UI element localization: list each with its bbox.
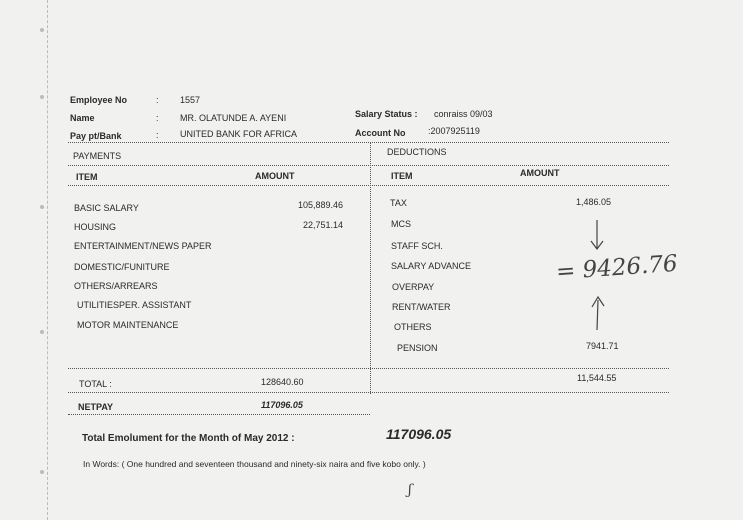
salary-status-label: Salary Status : xyxy=(355,109,418,119)
rule-header xyxy=(68,185,669,186)
employee-no-colon: : xyxy=(156,95,159,105)
rule-top xyxy=(68,142,669,143)
deductions-section-title: DEDUCTIONS xyxy=(387,147,447,157)
payments-section-title: PAYMENTS xyxy=(73,151,122,161)
rule-netpay-bottom xyxy=(68,414,370,415)
salary-status-value: conraiss 09/03 xyxy=(434,109,493,119)
account-value: :2007925119 xyxy=(428,126,480,136)
payments-amount-header: AMOUNT xyxy=(255,171,295,181)
name-value: MR. OLATUNDE A. AYENI xyxy=(180,113,287,123)
payment-item-entertainment: ENTERTAINMENT/NEWS PAPER xyxy=(74,241,212,251)
deduction-item-pension: PENSION xyxy=(397,343,438,353)
payment-item-basic-salary: BASIC SALARY xyxy=(74,203,139,213)
deduction-item-mcs: MCS xyxy=(391,219,411,229)
pen-mark: ʃ xyxy=(408,482,412,498)
deduction-item-salary-advance: SALARY ADVANCE xyxy=(391,261,472,271)
account-label: Account No xyxy=(355,128,406,138)
payments-item-header: ITEM xyxy=(76,172,98,182)
bank-colon: : xyxy=(156,130,159,140)
deduction-item-overpay: OVERPAY xyxy=(392,282,435,292)
name-colon: : xyxy=(156,113,159,123)
payment-amount-housing: 22,751.14 xyxy=(303,220,344,230)
payment-item-utilities: UTILITIESPER. ASSISTANT xyxy=(77,300,192,310)
employee-no-label: Employee No xyxy=(70,95,128,105)
rule-section xyxy=(68,165,669,166)
deduction-item-rent-water: RENT/WATER xyxy=(392,302,451,312)
down-arrow-icon xyxy=(591,220,603,249)
deduction-amount-tax: 1,486.05 xyxy=(576,197,612,207)
amount-in-words: In Words: ( One hundred and seventeen thousand and ninety-six naira and five kobo only. ) xyxy=(83,459,426,469)
employee-no-value: 1557 xyxy=(180,95,201,105)
deductions-item-header: ITEM xyxy=(391,171,413,181)
netpay-label: NETPAY xyxy=(78,402,114,412)
payment-item-domestic: DOMESTIC/FUNITURE xyxy=(74,262,170,272)
column-divider xyxy=(370,142,371,394)
total-emolument-value: 117096.05 xyxy=(386,426,452,442)
payment-amount-basic-salary: 105,889.46 xyxy=(298,200,344,210)
payment-item-housing: HOUSING xyxy=(74,222,117,232)
total-payments-value: 128640.60 xyxy=(261,377,304,387)
total-emolument-label: Total Emolument for the Month of May 2012 : xyxy=(82,433,295,444)
deduction-amount-pension: 7941.71 xyxy=(586,341,619,351)
left-margin-line xyxy=(47,0,48,520)
rule-total-top xyxy=(68,368,669,369)
payment-item-others-arrears: OTHERS/ARREARS xyxy=(74,281,158,291)
bank-value: UNITED BANK FOR AFRICA xyxy=(180,129,298,139)
deduction-item-staff-sch: STAFF SCH. xyxy=(391,241,443,251)
bank-label: Pay pt/Bank xyxy=(70,131,122,141)
deduction-item-tax: TAX xyxy=(390,198,407,208)
rule-total-bottom xyxy=(68,392,669,393)
netpay-value: 117096.05 xyxy=(261,400,303,410)
deduction-item-others: OTHERS xyxy=(394,322,432,332)
total-deductions-value: 11,544.55 xyxy=(577,373,617,383)
name-label: Name xyxy=(70,113,95,123)
up-arrow-icon xyxy=(592,297,604,330)
handwritten-deduction-total: = 9426.76 xyxy=(555,250,679,286)
payment-item-motor-maintenance: MOTOR MAINTENANCE xyxy=(77,320,179,330)
deductions-amount-header: AMOUNT xyxy=(520,168,560,178)
total-label: TOTAL : xyxy=(79,379,112,389)
